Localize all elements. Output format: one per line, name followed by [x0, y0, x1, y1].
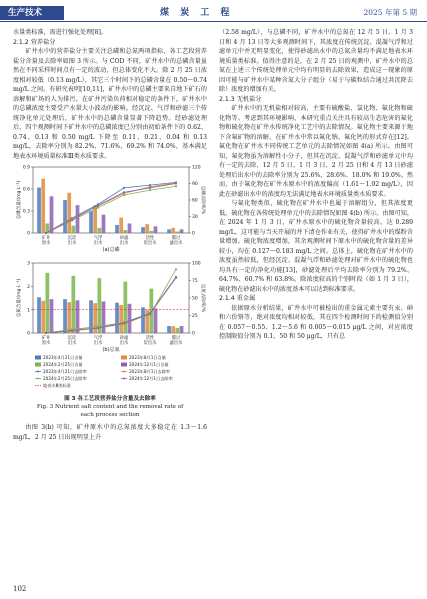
removal-point	[97, 204, 99, 206]
x-tick-label: 出水	[67, 341, 77, 346]
bar	[115, 225, 119, 233]
legend-swatch	[123, 371, 125, 373]
legend-label: 地表水Ⅲ类标准	[43, 383, 72, 388]
paragraph: 依据原水分析结果，矿井水中可被检出的重金属元素主要有汞、砷和六价铬等，绝对浓度均相对较低，其在四个检测时间下的检测值分别在 0.057～0.55、1.2～5.6 和 0.005～0.015 μg/L 之间，对应浓度控制限值分别为 0.1、50 和 50 μg/L，只有总	[219, 304, 413, 340]
y-right-tick-label: 75	[192, 279, 198, 285]
y-right-tick-label: 25	[192, 314, 198, 320]
bar	[41, 179, 45, 233]
caption-en: Fig. 3 Nutrient salt content and the removal rate of	[36, 404, 184, 410]
removal-point	[123, 191, 125, 193]
y-right-tick-label: 0	[192, 231, 195, 237]
removal-point	[45, 232, 47, 234]
bar	[102, 215, 106, 233]
x-tick-label: 膜过	[171, 236, 181, 241]
figure-caption	[13, 395, 207, 419]
y-right-tick-label: 90	[192, 182, 198, 188]
y-tick-label: 0	[27, 331, 30, 337]
panel-label: (b)总氮	[102, 347, 120, 353]
bar	[145, 224, 149, 233]
legend-swatch	[123, 378, 125, 380]
caption-en-2: each process section	[80, 412, 140, 418]
legend-swatch	[35, 363, 41, 367]
bar	[76, 205, 80, 233]
y-right-tick-label: 30	[192, 215, 198, 221]
bar	[128, 304, 132, 333]
y-tick-label: 0	[27, 231, 30, 237]
issue-label: 2025 年第 5 期	[363, 8, 417, 17]
legend-label: 2023年4月21日去除率	[43, 369, 87, 374]
running-header	[0, 0, 427, 22]
paragraph: 矿井水中的无机盐相对较高，主要有硫酸盐、氯化物、氟化物和硫化物等。考虑到其环境影响，本研究重点关注具有较高生态危害的氟化物和硫化物在矿井水传统净化工艺中的去除情况。氟化物主要来源于地下含氟矿物的溶解，在矿井水中常以氟化钠、氟化钙的形式存在[12]。氟化物在矿井水不同传统工艺单元的去除情况如图 4(a) 所示。由图可知，氟化物虽为溶解性小分子，但其在沉淀、混凝气浮和砂滤单元中均有一定的去除，12 月 5 日、1 月 3 日、2 月 25 日和 4 月 13 日砂滤处理后出水中的去除率分别为 25.6%、28.6%、18.0% 和 19.0%。然而，由于氟化物在矿井水原水中的浓度偏高（1.61～1.92 mg/L），因此在砂滤出水中的浓度均无法满足地表水环境质量类水质要求。	[219, 105, 413, 198]
removal-point	[97, 207, 99, 209]
removal-point	[123, 187, 125, 189]
bar	[167, 326, 171, 333]
bar	[102, 302, 106, 334]
x-tick-label: 活性	[145, 336, 155, 341]
x-tick-label: 矿井	[41, 336, 51, 341]
legend-swatch	[37, 371, 39, 373]
x-tick-label: 出水	[67, 241, 77, 246]
x-tick-label: 气浮	[93, 336, 103, 341]
removal-point	[71, 219, 73, 221]
page-number: 102	[13, 585, 27, 593]
legend-label: 2023年8月1日含量	[129, 355, 166, 360]
bar	[119, 305, 123, 333]
bar	[154, 309, 158, 334]
x-tick-label: 膜过	[171, 336, 181, 341]
removal-point	[175, 277, 177, 279]
removal-point	[149, 189, 151, 191]
y-right-axis-label: 总磷去除率/%	[200, 185, 205, 215]
bar	[175, 232, 179, 233]
bar	[141, 307, 145, 333]
y-tick-label: 1	[27, 308, 30, 314]
bar	[119, 218, 123, 233]
y-tick-label: 0.6	[22, 187, 30, 193]
x-tick-label: 出水	[93, 241, 103, 246]
section-heading: 2.1.2 营养盐分	[13, 38, 56, 46]
x-tick-label: 沉淀	[67, 236, 77, 241]
figure-3-chart	[13, 163, 207, 395]
section-heading: 2.1.4 重金属	[219, 295, 256, 302]
bar	[171, 228, 175, 233]
bar	[175, 328, 179, 333]
bar	[123, 230, 127, 233]
bar	[180, 229, 184, 233]
x-tick-label: 出水	[119, 241, 129, 246]
x-tick-label: 原水	[41, 341, 51, 346]
removal-point	[97, 327, 99, 329]
removal-point	[123, 194, 125, 196]
paragraph: 矿井水中的营养盐分主要关注总磷和总氮两项指标，各工艺段营养盐分含量及去除率如图 3 所示。与 COD 不同，矿井水中的总磷含量虽然在不同采样时间点有一定的波动，但总体变化不大。除 2 月 25 日浓度相对较低（0.13 mg/L），其它三个时间下的总磷含量在 0.50～0.74 mg/L 之间。有研究表明[10,11]，矿井水中的总磷主要来自地下矿石的溶解和矿场的人为排污。在矿井污染负荷相对稳定的条件下，矿井水中的总磷浓度主要受产水量大小波动的影响。经沉淀、气浮和砂滤三个传统净化单元处理后，矿井水中的总磷含量显著下降趋势。经砂滤处理后，四个观测时间下矿井水中的总磷浓度已分别由初始条件下的 0.62、0.74、0.13 和 0.50 mg/L 下降至 0.11、0.21、0.04 和 0.13 mg/L，去除率分别为 82.2%、71.6%、69.2% 和 74.0%，基本满足地表水环境质量标准Ⅲ类水质要求。	[13, 48, 207, 160]
bar	[67, 302, 71, 333]
bar	[115, 303, 119, 333]
bar	[128, 223, 132, 233]
legend-swatch	[35, 356, 41, 360]
x-tick-label: 砂滤	[119, 236, 129, 241]
removal-point	[123, 322, 125, 324]
removal-point	[71, 330, 73, 332]
y-tick-label: 2	[27, 284, 30, 290]
left-column	[13, 28, 207, 442]
y-axis-label: 总磷含量/(mg·L⁻¹)	[17, 180, 22, 220]
y-tick-label: 3	[27, 261, 30, 267]
bar	[37, 188, 41, 233]
legend-swatch	[121, 356, 127, 360]
bar	[41, 301, 45, 333]
x-tick-label: 出水	[93, 341, 103, 346]
y-right-tick-label: 100	[192, 261, 201, 267]
bar	[45, 273, 49, 333]
bar	[180, 326, 184, 333]
x-tick-label: 砂滤	[119, 336, 129, 341]
x-tick-label: 活性	[145, 236, 155, 241]
bar	[50, 196, 54, 233]
y-tick-label: 0.9	[22, 165, 30, 171]
bar	[123, 282, 127, 333]
y-right-tick-label: 0	[192, 331, 195, 337]
x-tick-label: 原水	[41, 241, 51, 246]
bar	[167, 229, 171, 233]
y-right-tick-label: 120	[192, 165, 201, 171]
section-tag: 生产技术	[0, 6, 64, 20]
x-tick-label: 沉淀	[67, 336, 77, 341]
header-rule	[0, 21, 427, 22]
y-right-axis-label: 总氮去除率/%	[200, 283, 205, 313]
removal-point	[45, 332, 47, 334]
y-axis-label: 总氮含量/(mg·L⁻¹)	[17, 278, 22, 318]
bar	[67, 193, 71, 233]
legend-label: 2023年8月1日去除率	[129, 369, 171, 374]
right-column	[219, 28, 413, 342]
paragraph: （2.58 mg/L），与总磷不同，矿井水中的总氮在 12 月 5 日、1 月 3 日和 4 月 13 日等大多观测时间下，其浓度在传统沉淀、混凝气浮和过滤单元中并无明显变化，使得砂滤出水中的总氮含量均不满足地表水环境质量类标准。值得注意的是，在 2 月 25 日的观测中，矿井水中的总氮在上述三个传统处理单元中均有明显的去除效果，造成这一现象的原因可能与矿井水中某种含氮大分子组分（易于与碳粒结合通过共沉降去除）浓度的增加有关。	[219, 29, 413, 93]
paragraph: 与氟化物类似，硫化物在矿井水中也属于溶解组分，但其浓度更低。硫化物在各传统处理单元中的去除情况如图 4(b) 所示。由图可知，在 2024 年 1 月 3 日，矿井水原水中的硫化物含量较高，达 0.289 mg/L，这可能与当天开展的井下清仓作业有关，使得矿井水中的煤粉含量增加。硫化物浓度增加，其余观测时间下原水中的硫化物含量的差异较小，均在 0.127～0.183 mg/L 之间。总体上，硫化物在矿井水中的浓度虽然较低，但经沉淀、混凝气浮和砂滤处理对矿井水中的硫化物也均具有一定的净化功能[13]，砂滤处理后平均去除率分别为 79.2%、64.7%、60.7% 和 63.8%。除浓度较高的个别时段（如 1 月 3 日），硫化物在砂滤出水中的浓度基本可以达到标准要求。	[219, 200, 413, 293]
removal-point	[149, 187, 151, 189]
bar	[76, 300, 80, 333]
removal-point	[175, 182, 177, 184]
bar	[63, 200, 67, 233]
bar	[171, 326, 175, 333]
bar	[71, 276, 75, 333]
legend-swatch	[121, 363, 127, 367]
panel-label: (a)总磷	[102, 247, 120, 253]
x-tick-label: 炭出水	[143, 241, 157, 246]
bar	[89, 300, 93, 333]
bar	[97, 228, 101, 233]
bar	[145, 310, 149, 333]
legend-label: 2024年2月25日含量	[43, 362, 83, 367]
bar	[141, 227, 145, 233]
legend-label: 2024年12月1日含量	[129, 362, 169, 367]
x-tick-label: 气浮	[93, 236, 103, 241]
x-tick-label: 滤出水	[169, 241, 183, 246]
paragraph: 水量类标准，需进行强化处理[8]。	[13, 29, 107, 36]
y-right-tick-label: 50	[192, 296, 198, 302]
removal-point	[149, 312, 151, 314]
bar	[71, 226, 75, 233]
bar	[50, 299, 54, 333]
journal-name: 煤 炭 工 程	[160, 8, 234, 18]
paragraph: 由图 3(b) 可知，矿井原水中的总氮浓度大多稳定在 1.3～1.6 mg/L，2 月 25 日出现明显上升	[13, 424, 207, 441]
bar	[89, 211, 93, 233]
legend-swatch	[37, 378, 39, 380]
bar	[37, 297, 41, 333]
caption-cn: 图 3 各工艺段营养盐分含量及去除率	[64, 396, 156, 402]
bar	[154, 226, 158, 233]
x-tick-label: 滤出水	[169, 341, 183, 346]
x-tick-label: 出水	[119, 341, 129, 346]
plot-frame	[33, 263, 189, 333]
removal-point	[175, 185, 177, 187]
removal-point	[175, 268, 177, 270]
figure-3	[13, 163, 207, 395]
bar	[63, 299, 67, 333]
y-right-tick-label: 60	[192, 198, 198, 204]
bar	[97, 278, 101, 333]
bar	[149, 231, 153, 233]
y-tick-label: 0.3	[22, 209, 30, 215]
legend-label: 2024年12月1日去除率	[129, 376, 173, 381]
x-tick-label: 炭出水	[143, 341, 157, 346]
section-heading: 2.1.3 无机盐分	[219, 95, 262, 103]
legend-label: 2023年4月21日含量	[43, 355, 83, 360]
x-tick-label: 矿井	[41, 236, 51, 241]
legend-label: 2024年2月25日去除率	[43, 376, 87, 381]
